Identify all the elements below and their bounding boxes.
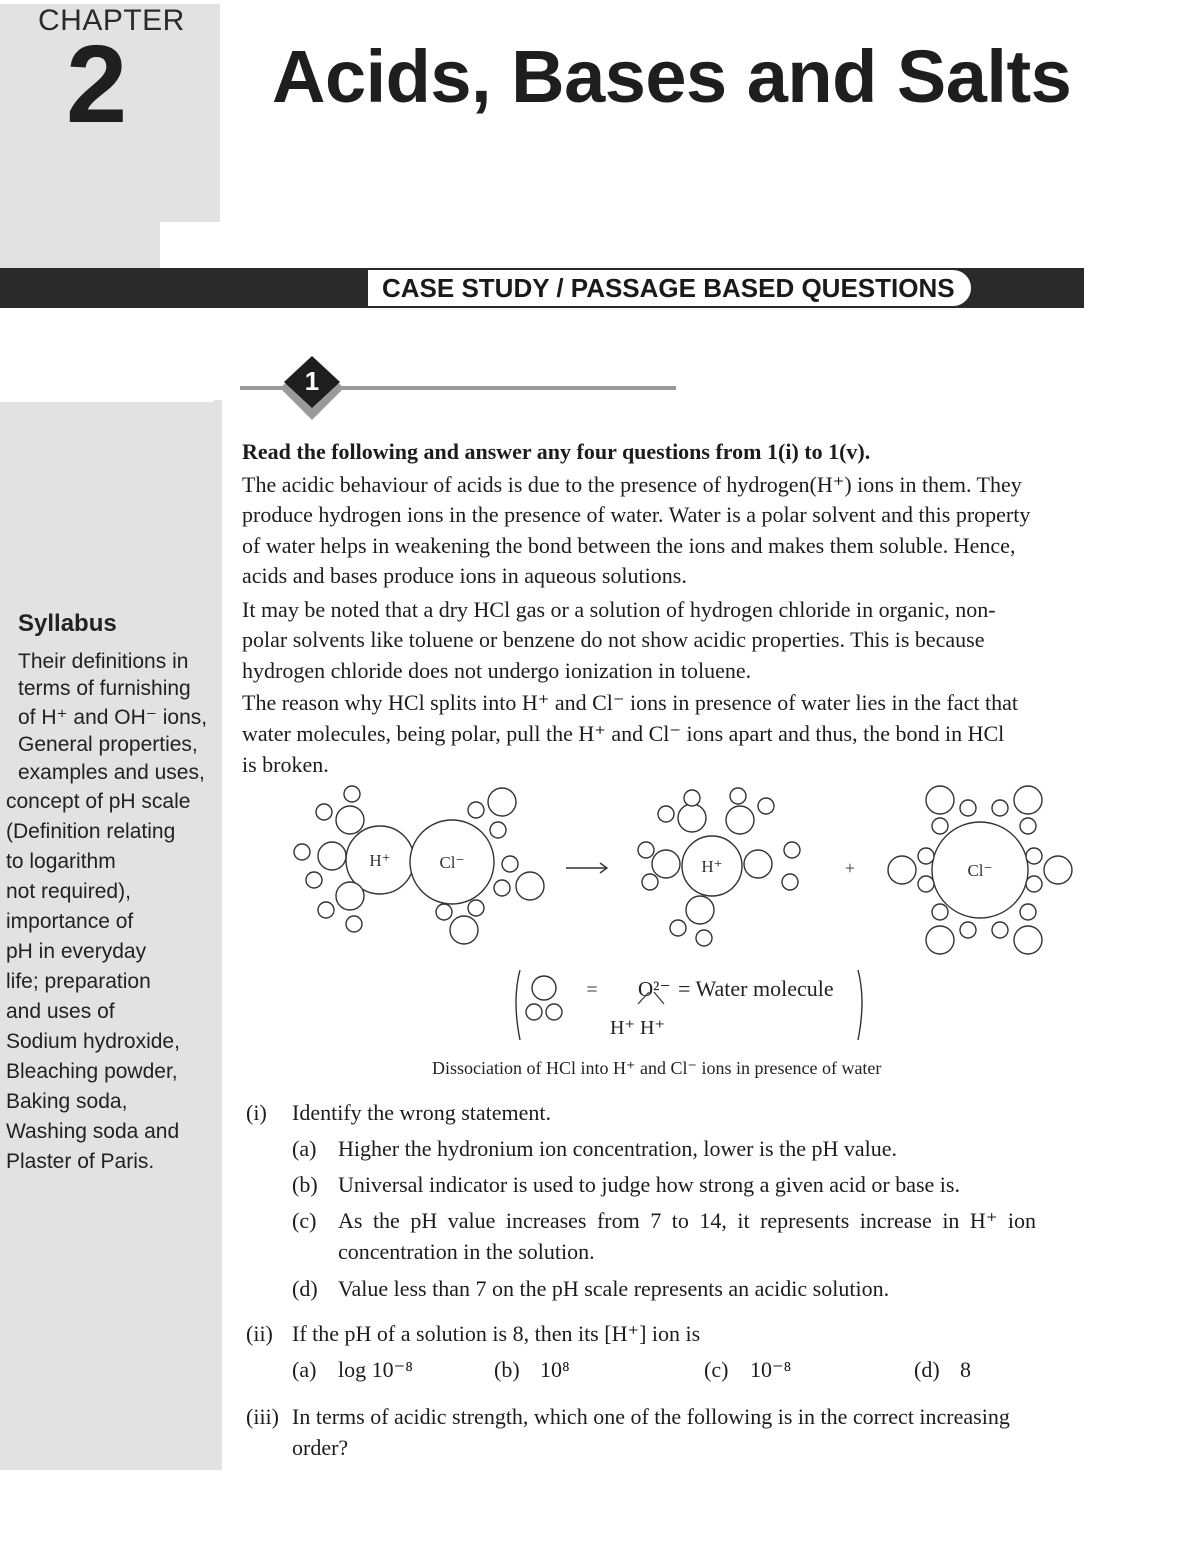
syllabus-line: (Definition relating — [6, 820, 176, 843]
label-oxygen: O²⁻ — [638, 977, 671, 1001]
syllabus-line: Bleaching powder, — [6, 1060, 178, 1083]
passage-instruction: Read the following and answer any four questions from 1(i) to 1(v). — [242, 439, 871, 464]
syllabus-line: Sodium hydroxide, — [6, 1030, 180, 1053]
option-key: (a) — [292, 1357, 317, 1382]
option-text: 10⁸ — [540, 1357, 570, 1382]
passage-line: polar solvents like toluene or benzene do not show acidic properties. This is because — [242, 627, 985, 652]
option-key: (b) — [494, 1357, 520, 1382]
option-text: Higher the hydronium ion concentration, lower is the pH value. — [338, 1136, 898, 1161]
syllabus-line: General properties, — [18, 733, 198, 756]
syllabus-line: Baking soda, — [6, 1090, 128, 1113]
option-text: 8 — [960, 1357, 971, 1382]
syllabus-line: Their definitions in — [18, 650, 189, 673]
diagram-caption: Dissociation of HCl into H⁺ and Cl⁻ ions in presence of water — [432, 1058, 882, 1078]
syllabus-line: Washing soda and — [6, 1120, 180, 1143]
passage-line: The acidic behaviour of acids is due to the presence of hydrogen(H⁺) ions in them. They — [242, 472, 1022, 497]
label-cl-right: Cl⁻ — [967, 861, 993, 880]
dissociation-diagram — [280, 780, 1180, 1050]
syllabus-line: importance of — [6, 910, 134, 933]
syllabus-line: and uses of — [6, 1000, 115, 1023]
syllabus-line: of H⁺ and OH⁻ ions, — [18, 706, 208, 729]
syllabus-heading: Syllabus — [18, 610, 117, 637]
option-key: (b) — [292, 1172, 318, 1197]
question-number-label: (i) — [246, 1100, 267, 1125]
question-stem: Identify the wrong statement. — [292, 1100, 552, 1125]
syllabus-line: terms of furnishing — [18, 677, 191, 700]
chapter-title: Acids, Bases and Salts — [272, 35, 1072, 118]
syllabus-line: pH in everyday — [6, 940, 147, 963]
passage-line: is broken. — [242, 752, 329, 777]
label-h-right: H⁺ — [701, 857, 723, 876]
question-stem: In terms of acidic strength, which one of the following is in the correct increasing — [292, 1404, 1010, 1429]
option-text: As the pH value increases from 7 to 14, it represents increase in H⁺ ion — [338, 1208, 1037, 1233]
passage-line: produce hydrogen ions in the presence of water. Water is a polar solvent and this property — [242, 502, 1031, 527]
passage-line: water molecules, being polar, pull the H⁺ and Cl⁻ ions apart and thus, the bond in HCl — [242, 721, 1005, 746]
label-h-left: H⁺ — [369, 851, 391, 870]
question-stem-cont: order? — [292, 1435, 349, 1460]
option-key: (c) — [704, 1357, 729, 1382]
passage-line: hydrogen chloride does not undergo ionization in toluene. — [242, 658, 752, 683]
question-number-label: (iii) — [246, 1404, 279, 1429]
option-text: 10⁻⁸ — [750, 1357, 792, 1382]
passage-line: acids and bases produce ions in aqueous solutions. — [242, 563, 687, 588]
passage-line: The reason why HCl splits into H⁺ and Cl⁻ ions in presence of water lies in the fact that — [242, 690, 1018, 715]
option-text-cont: concentration in the solution. — [338, 1239, 595, 1264]
chapter-number: 2 — [66, 23, 128, 146]
option-text: Value less than 7 on the pH scale represents an acidic solution. — [338, 1276, 890, 1301]
syllabus-line: concept of pH scale — [6, 790, 191, 813]
question-badge — [240, 352, 680, 422]
passage-line: of water helps in weakening the bond between the ions and makes them soluble. Hence, — [242, 533, 1016, 558]
question-number-label: (ii) — [246, 1321, 273, 1346]
question-number: 1 — [304, 366, 320, 396]
section-band-label: CASE STUDY / PASSAGE BASED QUESTIONS — [366, 268, 973, 308]
option-text: log 10⁻⁸ — [338, 1357, 413, 1382]
question-stem: If the pH of a solution is 8, then its [H⁺] ion is — [292, 1321, 701, 1346]
sidebar-panel-top — [0, 306, 214, 402]
label-cl-left: Cl⁻ — [439, 853, 465, 872]
syllabus-line: Plaster of Paris. — [6, 1150, 155, 1173]
option-text: Universal indicator is used to judge how strong a given acid or base is. — [338, 1172, 960, 1197]
syllabus-line: not required), — [6, 880, 131, 903]
sidebar-panel — [0, 400, 222, 1470]
passage-line: It may be noted that a dry HCl gas or a solution of hydrogen chloride in organic, non- — [242, 597, 996, 622]
chapter-panel-lower — [0, 222, 160, 270]
label-water-molecule: = Water molecule — [678, 976, 834, 1001]
syllabus-line: life; preparation — [6, 970, 151, 993]
label-plus: + — [844, 858, 856, 878]
chapter-label: CHAPTER — [38, 4, 185, 37]
label-equals: = — [586, 979, 598, 1001]
option-key: (d) — [292, 1276, 318, 1301]
syllabus-line: to logarithm — [6, 850, 116, 873]
option-key: (a) — [292, 1136, 317, 1161]
option-key: (d) — [914, 1357, 940, 1382]
syllabus-line: examples and uses, — [18, 761, 205, 784]
option-key: (c) — [292, 1208, 317, 1233]
label-hh: H⁺ H⁺ — [610, 1017, 665, 1039]
